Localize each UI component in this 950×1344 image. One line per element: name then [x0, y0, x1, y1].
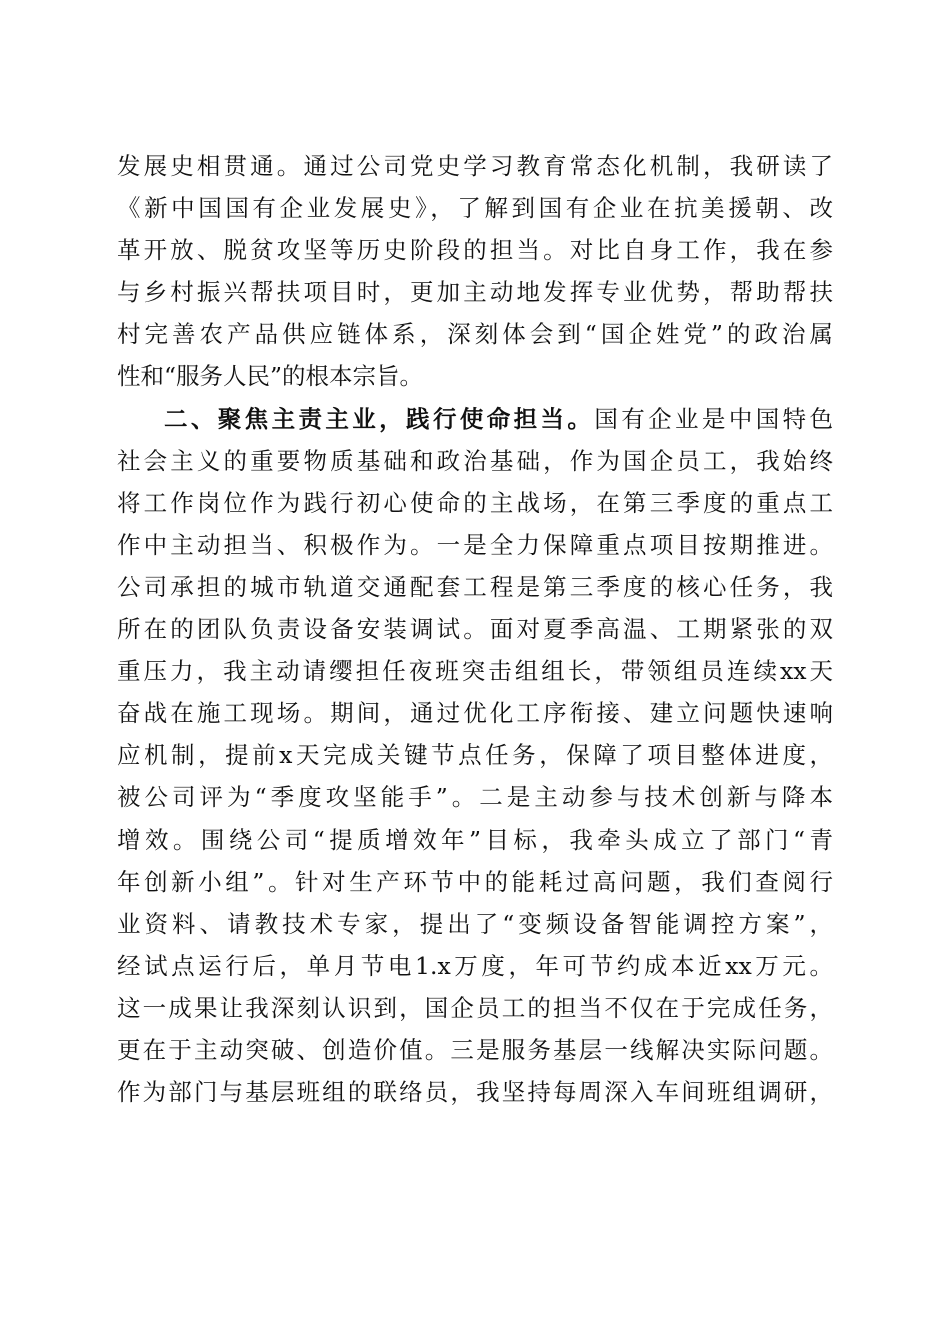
text-line: 被公司评为“季度攻坚能手”。二是主动参与技术创新与降本: [117, 783, 833, 812]
text-line: 社会主义的重要物质基础和政治基础，作为国企员工，我始终: [117, 446, 833, 475]
text-line: 作为部门与基层班组的联络员，我坚持每周深入车间班组调研，: [117, 1078, 833, 1107]
text-line: 重压力，我主动请缨担任夜班突击组组长，带领组员连续xx天: [117, 657, 833, 686]
text-line: 年创新小组”。针对生产环节中的能耗过高问题，我们查阅行: [117, 867, 833, 896]
text-line: 应机制，提前x天完成关键节点任务，保障了项目整体进度，: [117, 741, 833, 770]
text-line: 《新中国国有企业发展史》，了解到国有企业在抗美援朝、改: [117, 194, 833, 223]
text-line: 革开放、脱贫攻坚等历史阶段的担当。对比自身工作，我在参: [117, 236, 833, 265]
text-line: 所在的团队负责设备安装调试。面对夏季高温、工期紧张的双: [117, 615, 833, 644]
text-line: 增效。围绕公司“提质增效年”目标，我牵头成立了部门“青: [117, 825, 833, 854]
text-line: 更在于主动突破、创造价值。三是服务基层一线解决实际问题。: [117, 1035, 833, 1064]
text-line: 作中主动担当、积极作为。一是全力保障重点项目按期推进。: [117, 530, 833, 559]
text-line: 与乡村振兴帮扶项目时，更加主动地发挥专业优势，帮助帮扶: [117, 278, 833, 307]
section-heading-line: [117, 398, 833, 440]
text-line: 奋战在施工现场。期间，通过优化工序衔接、建立问题快速响: [117, 699, 833, 728]
text-line: 将工作岗位作为践行初心使命的主战场，在第三季度的重点工: [117, 488, 833, 517]
text-line: 性和“服务人民”的根本宗旨。: [117, 362, 424, 391]
text-line: 经试点运行后，单月节电1.x万度，年可节约成本近xx万元。: [117, 951, 833, 980]
text-line: 村完善农产品供应链体系，深刻体会到“国企姓党”的政治属: [117, 320, 833, 349]
text-line: 业资料、请教技术专家，提出了“变频设备智能调控方案”，: [117, 909, 833, 938]
text-line: 这一成果让我深刻认识到，国企员工的担当不仅在于完成任务，: [117, 993, 833, 1022]
section-heading-rest: 国有企业是中国特色: [594, 404, 834, 433]
body-text: [117, 145, 833, 1113]
text-line: 公司承担的城市轨道交通配套工程是第三季度的核心任务，我: [117, 572, 833, 601]
text-line: 发展史相贯通。通过公司党史学习教育常态化机制，我研读了: [117, 152, 833, 180]
section-heading: 二、聚焦主责主业，践行使命担当。: [164, 404, 595, 433]
